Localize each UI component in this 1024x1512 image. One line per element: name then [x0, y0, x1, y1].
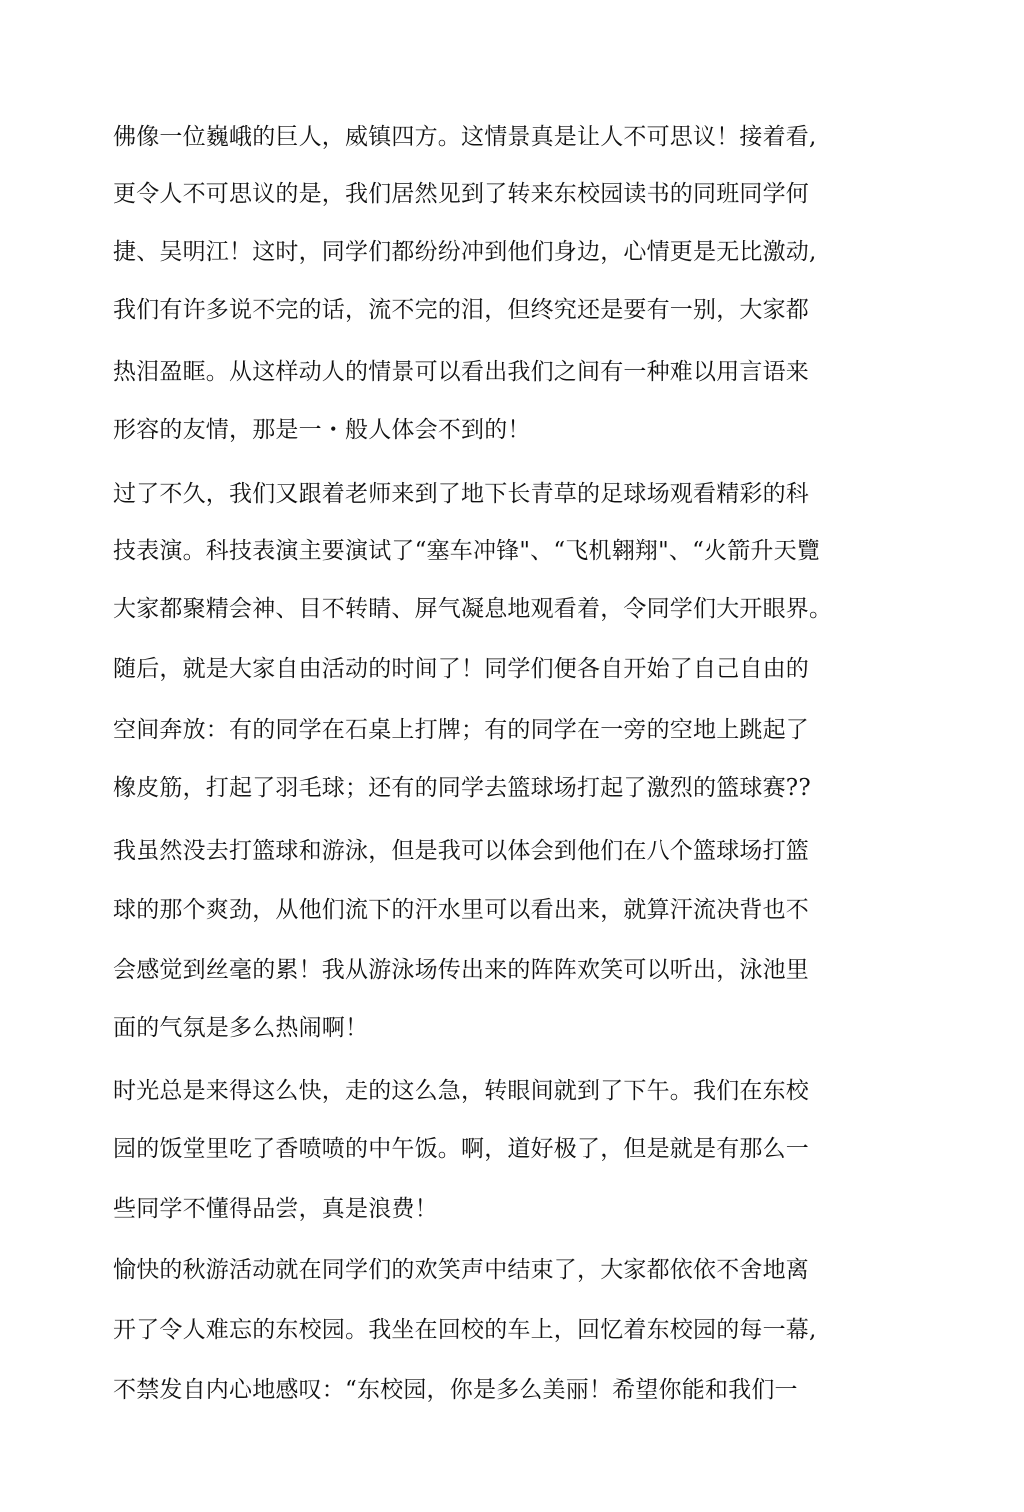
- text-line: 园的饭堂里吃了香喷喷的中午饭。啊，道好极了，但是就是有那么一: [113, 1136, 809, 1162]
- text-line: 愉快的秋游活动就在同学们的欢笑声中结束了，大家都依依不舍地离: [113, 1257, 809, 1283]
- text-line: 会感觉到丝毫的累！我从游泳场传出来的阵阵欢笑可以听出，泳池里: [113, 957, 809, 983]
- text-line: 时光总是来得这么快，走的这么急，转眼间就到了下午。我们在东校: [113, 1078, 809, 1104]
- text-line: 过了不久，我们又跟着老师来到了地下长青草的足球场观看精彩的科: [113, 481, 809, 507]
- text-line: 不禁发自内心地感叹：“东校园，你是多么美丽！希望你能和我们一: [113, 1377, 798, 1403]
- text-line: 我虽然没去打篮球和游泳，但是我可以体会到他们在八个篮球场打篮: [113, 838, 809, 864]
- text-line: 些同学不懂得品尝，真是浪费！: [113, 1196, 438, 1222]
- text-line: 开了令人难忘的东校园。我坐在回校的车上，回忆着东校园的每一幕,: [113, 1317, 817, 1343]
- text-line: 空间奔放：有的同学在石桌上打牌；有的同学在一旁的空地上跳起了: [113, 717, 809, 743]
- text-line: 大家都聚精会神、目不转睛、屏气凝息地观看着，令同学们大开眼界。: [113, 596, 833, 622]
- text-line: 更令人不可思议的是，我们居然见到了转来东校园读书的同班同学何: [113, 181, 809, 207]
- text-line: 佛像一位巍峨的巨人，威镇四方。这情景真是让人不可思议！接着看,: [113, 124, 817, 150]
- text-line: 我们有许多说不完的话，流不完的泪，但终究还是要有一别，大家都: [113, 297, 809, 323]
- text-line: 热泪盈眶。从这样动人的情景可以看出我们之间有一种难以用言语来: [113, 359, 809, 385]
- text-line: 球的那个爽劲，从他们流下的汗水里可以看出来，就算汗流决背也不: [113, 897, 809, 923]
- text-line: 捷、吴明江！这时，同学们都纷纷冲到他们身边，心情更是无比激动,: [113, 239, 817, 265]
- text-line: 形容的友情，那是一・般人体会不到的！: [113, 417, 531, 443]
- text-line: 面的气氛是多么热闹啊！: [113, 1015, 369, 1041]
- text-line: 橡皮筋，打起了羽毛球；还有的同学去篮球场打起了激烈的篮球赛??: [113, 775, 811, 801]
- text-line: 技表演。科技表演主要演试了“塞车冲锋"、“飞机翱翔"、“火箭升天覽: [113, 538, 821, 564]
- text-line: 随后，就是大家自由活动的时间了！同学们便各自开始了自己自由的: [113, 656, 809, 682]
